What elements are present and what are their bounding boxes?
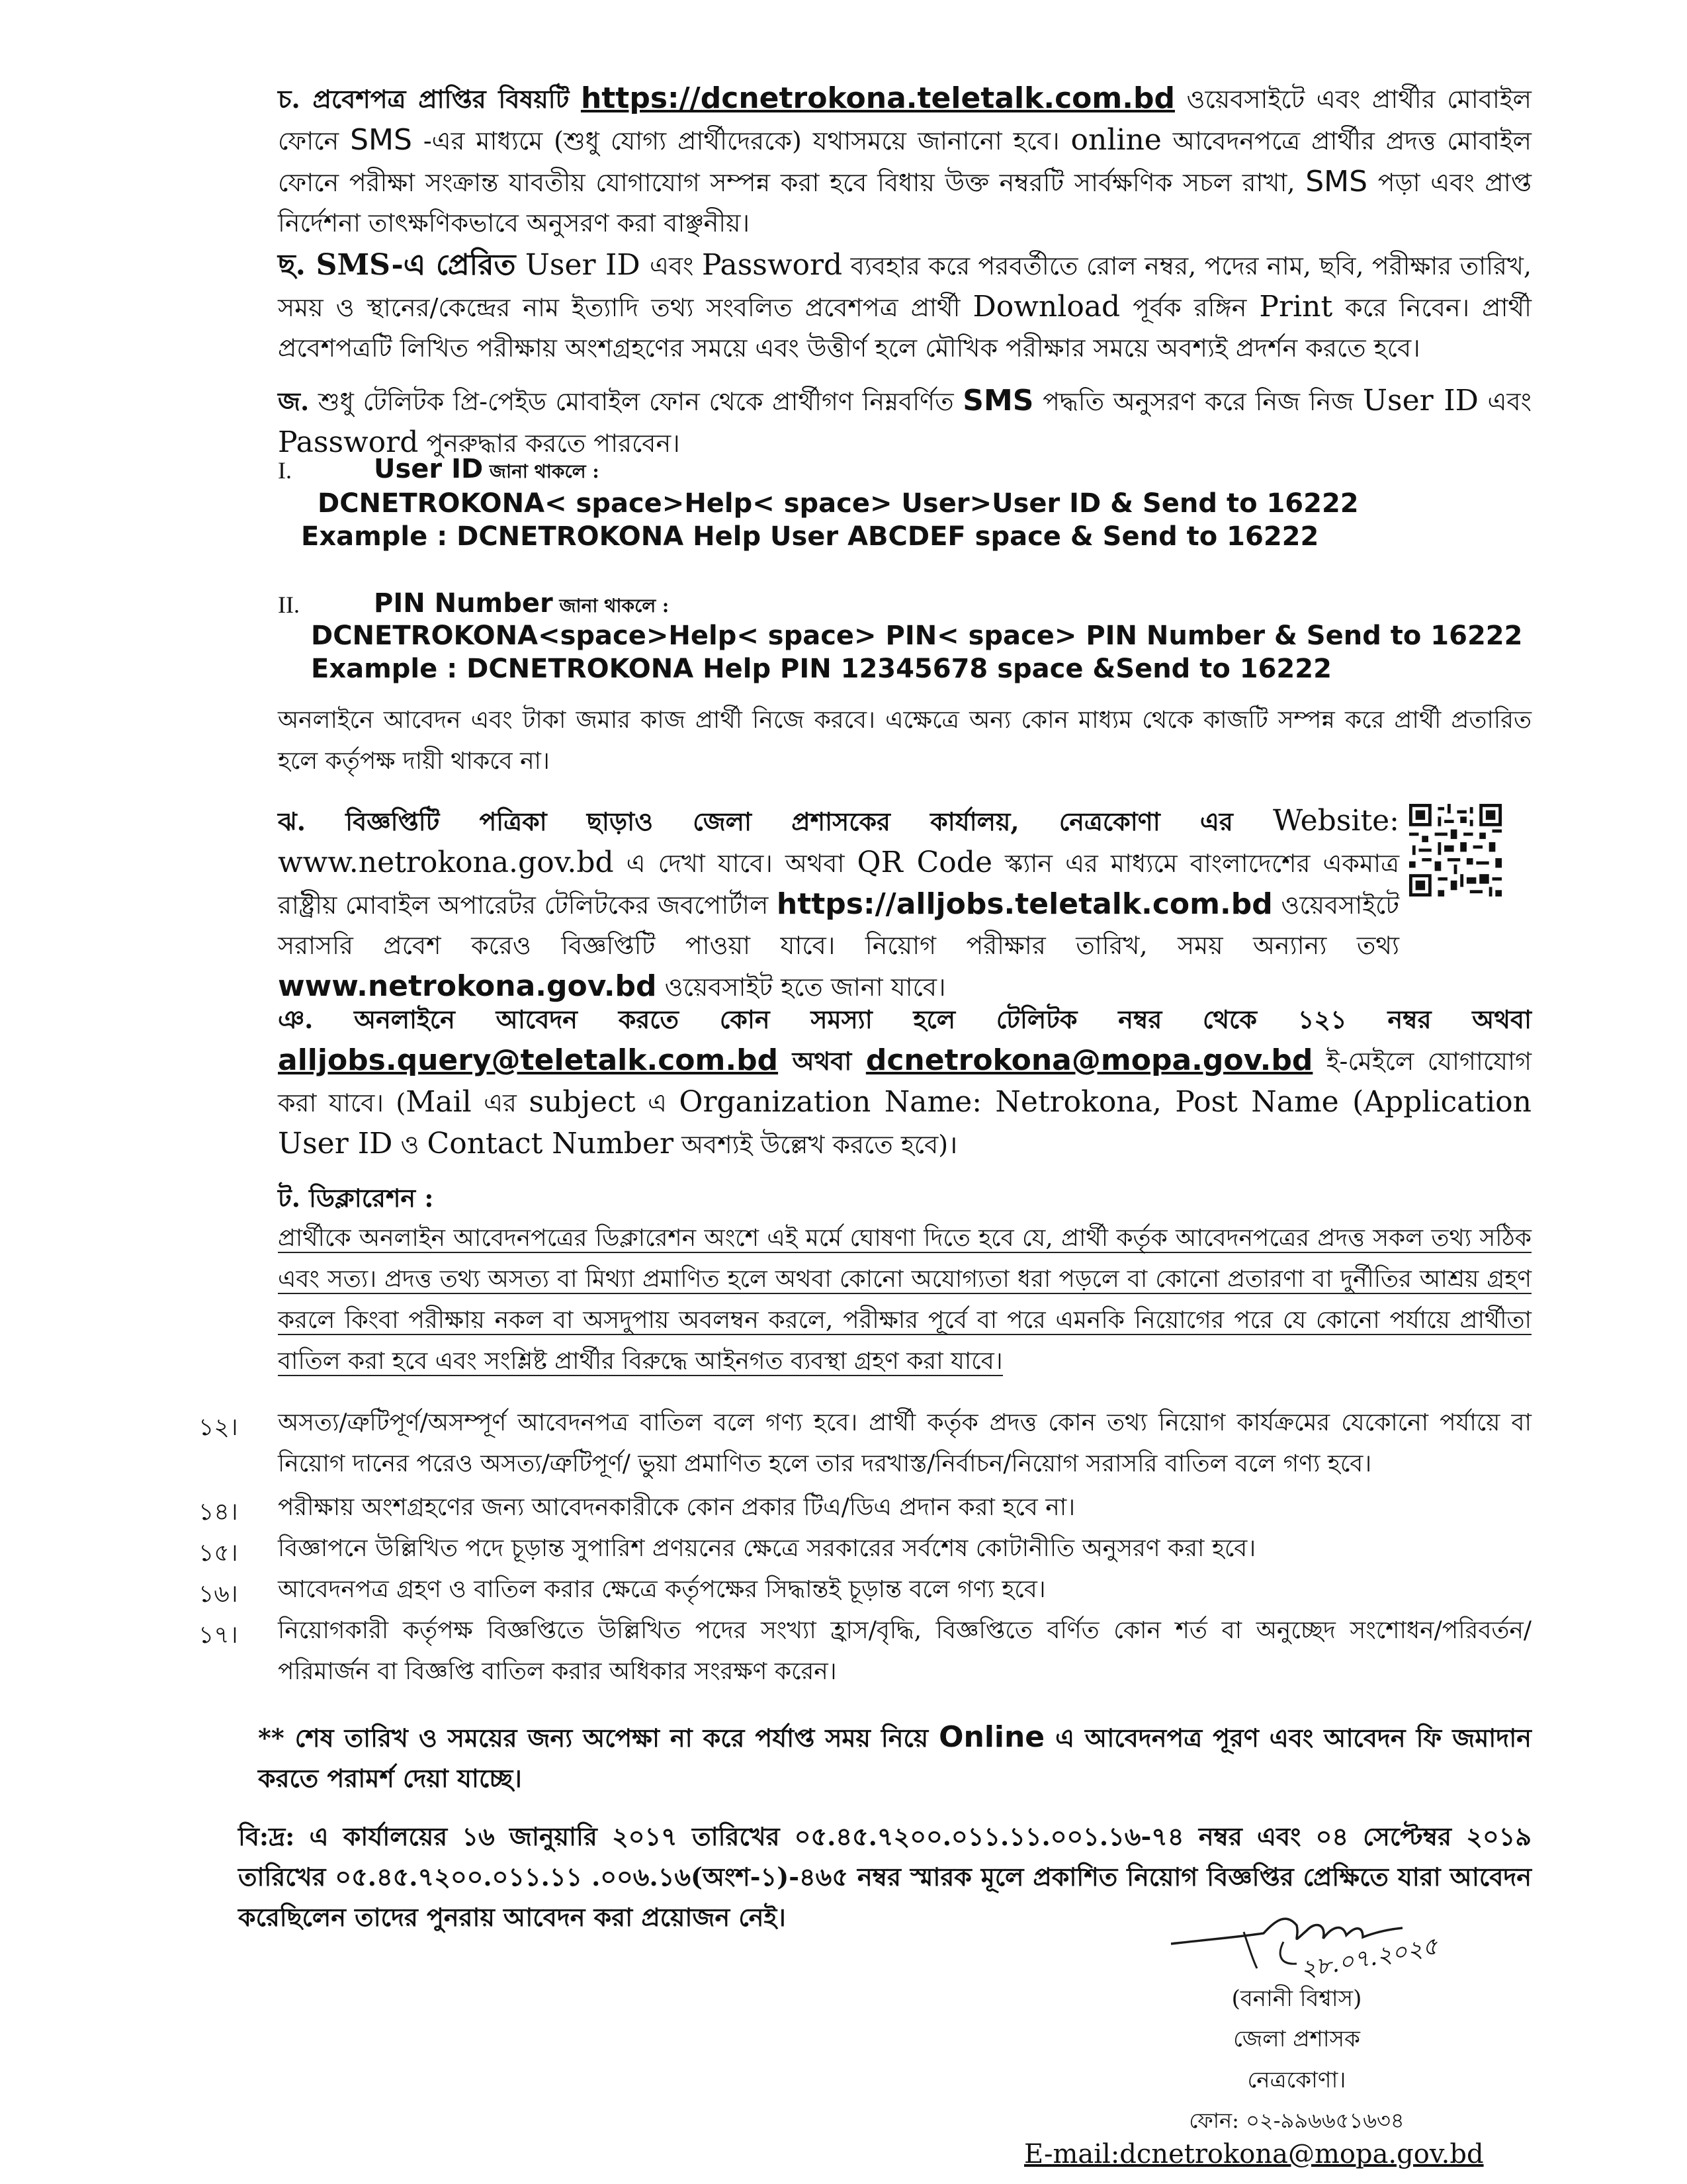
list-item-number: ১৭। [198, 1622, 238, 1649]
cha-text: পড়া এবং প্রাপ্ত নির্দেশনা তাৎক্ষণিকভাবে অনুসরণ করা বাঞ্ছনীয়। [278, 168, 1532, 238]
signatory-designation: জেলা প্রশাসক [1233, 2026, 1360, 2052]
jha-text: ওয়েবসাইট হতে জানা যাবে। [656, 973, 946, 1002]
cha-sms: SMS [350, 123, 412, 157]
nb-text: এ কার্যালয়ের ১৬ জানুয়ারি ২০১৭ তারিখের ০৫.৪৫.৭২০০.০১১.১১.০০১.১৬-৭৪ নম্বর এবং ০৪ সেপ্টেম্বর ২০১৯ তারিখের ০৫.৪৫.৭২০০.০১১.১১ .০০৬.১৬(অংশ-১)-৪৬৫ নম্বর স্মারক মূলে প্রকাশিত নিয়োগ বিজ্ঞপ্তির প্রেক্ষিতে যারা আবেদন করেছিলেন তাদের পুনরায় আবেদন করা প্রয়োজন নেই। [238, 1821, 1532, 1932]
jha-site-link[interactable]: www.netrokona.gov.bd [278, 969, 657, 1003]
list-item-number: ১২। [198, 1414, 238, 1441]
signatory-phone: ফোন: ০২-৯৯৬৬৫১৬৩৪ [1189, 2108, 1405, 2133]
section-chha [278, 245, 1532, 369]
nya-text: এ [635, 1088, 679, 1117]
list-item: আবেদনপত্র গ্রহণ ও বাতিল করার ক্ষেত্রে কর্তৃপক্ষের সিদ্ধান্তই চূড়ান্ত বলে গণ্য হবে। [278, 1576, 1046, 1603]
advice [258, 1717, 1532, 1798]
ja-password: Password [278, 425, 419, 459]
ja-i-heading [278, 454, 599, 484]
section-ja [278, 380, 1532, 464]
chha-label: ছ. SMS-এ প্রেরিত [278, 248, 516, 282]
jha-text: বিজ্ঞপ্তিটি পত্রিকা ছাড়াও জেলা প্রশাসকের কার্যালয়, নেত্রকোণা এর [306, 807, 1273, 836]
section-jha [278, 801, 1399, 1008]
nya-text: ই-মেইলে যোগাযোগ করা যাবে। ( [278, 1047, 1532, 1117]
ja-ii-number: II. [278, 591, 300, 618]
jha-url-link[interactable]: https://alljobs.teletalk.com.bd [776, 887, 1273, 921]
list-item-number: ১৬। [198, 1581, 238, 1608]
chha-userid: User ID [515, 248, 650, 282]
nya-subject: subject [529, 1085, 636, 1119]
ja-i-number: I. [278, 457, 292, 484]
ta-label: ট. ডিক্লারেশন : [278, 1183, 434, 1213]
ja-note [278, 700, 1532, 782]
ja-i-title: User ID [374, 454, 484, 484]
chha-text: এবং [649, 251, 702, 281]
cha-online: online [1070, 123, 1162, 157]
advice-text: এ আবেদনপত্র পূরণ এবং আবেদন ফি জমাদান করতে পরামর্শ দেয়া যাচ্ছে। [258, 1723, 1532, 1793]
list-item: পরীক্ষায় অংশগ্রহণের জন্য আবেদনকারীকে কোন প্রকার টিএ/ডিএ প্রদান করা হবে না। [278, 1494, 1076, 1521]
ja-i-title-suffix: জানা থাকলে : [483, 460, 599, 482]
nya-email-link[interactable]: alljobs.query@teletalk.com.bd [278, 1043, 779, 1077]
nya-text: অথবা [778, 1046, 866, 1076]
cha-url-link[interactable]: https://dcnetrokona.teletalk.com.bd [580, 81, 1175, 115]
signature-date: ২৮.০৭.২০২৫ [1298, 1933, 1440, 1984]
ja-text: পদ্ধতি অনুসরণ করে নিজ নিজ [1033, 387, 1363, 416]
jha-website-label: Website: [1272, 804, 1399, 838]
signatory-place: নেত্রকোণা। [1247, 2067, 1346, 2093]
nya-contact: Contact Number [427, 1127, 674, 1160]
jha-text: স্ক্যান এর মাধ্যমে বাংলাদেশের একমাত্র রাষ্ট্রীয় মোবাইল অপারেটর টেলিটকের জবপোর্টাল [278, 849, 1400, 920]
cha-text: -এর মাধ্যমে (শুধু যোগ্য প্রার্থীদেরকে) যথাসময়ে জানানো হবে। [411, 126, 1071, 155]
nya-text: অবশ্যই উল্লেখ করতে হবে)। [673, 1130, 958, 1159]
cha-text: আবেদনপত্রে প্রার্থীর প্রদত্ত মোবাইল ফোনে পরীক্ষা সংক্রান্ত যাবতীয় যোগাযোগ সম্পন্ন করা হবে বিধায় উক্ত নম্বরটি সার্বক্ষণিক সচল রাখা, [278, 126, 1532, 197]
jha-text: এ দেখা যাবে। অথবা [613, 849, 857, 878]
jha-qr-label: QR Code [857, 846, 993, 879]
signatory-email-link[interactable]: E-mail:dcnetrokona@mopa.gov.bd [1024, 2139, 1484, 2169]
jha-website-link[interactable]: www.netrokona.gov.bd [278, 846, 614, 879]
chha-text: ব্যবহার করে পরবর্তীতে রোল নম্বর, পদের নাম, ছবি, পরীক্ষার তারিখ, সময় ও স্থানের/কেন্দ্রের নাম ইত্যাদি তথ্য সংবলিত প্রবেশপত্র প্রার্থী [278, 251, 1532, 322]
nya-mail: Mail [406, 1085, 472, 1119]
ja-text: এবং [1478, 387, 1532, 416]
ja-text: পুনরুদ্ধার করতে পারবেন। [418, 429, 680, 458]
section-ta [278, 1178, 1532, 1382]
cha-text: ওয়েবসাইটে এবং প্রার্থীর মোবাইল ফোনে [278, 85, 1532, 155]
signatory-name: (বনানী বিশ্বাস) [1231, 1986, 1362, 2012]
ja-ii-heading [278, 588, 670, 619]
ja-i-command: DCNETROKONA< space>Help< space> User>User ID & Send to 16222 [318, 488, 1359, 519]
list-item: নিয়োগকারী কর্তৃপক্ষ বিজ্ঞপ্তিতে উল্লিখিত পদের সংখ্যা হ্রাস/বৃদ্ধি, বিজ্ঞপ্তিতে বর্ণিত কোন শর্ত বা অনুচ্ছেদ সংশোধন/পরিবর্তন/ পরিমার্জন বা বিজ্ঞপ্তি বাতিল করার অধিকার সংরক্ষণ করেন। [278, 1617, 1532, 1685]
ja-ii-title-suffix: জানা থাকলে : [552, 595, 670, 617]
nya-text: এর [471, 1088, 529, 1117]
ja-ii-title: PIN Number [374, 588, 553, 619]
list-item-number: ১৫। [198, 1540, 238, 1567]
chha-text: পূর্বক রঙ্গিন [1120, 293, 1260, 322]
cha-sms: SMS [1305, 165, 1368, 198]
ja-ii-command: DCNETROKONA<space>Help< space> PIN< space> PIN Number & Send to 16222 [311, 621, 1523, 651]
section-nya [278, 999, 1532, 1165]
nb-label: বি:দ্র: [238, 1821, 295, 1851]
nya-email-link[interactable]: dcnetrokona@mopa.gov.bd [865, 1043, 1313, 1077]
jha-label: ঝ. [278, 807, 306, 836]
jha-text: ওয়েবসাইটে সরাসরি প্রবেশ করেও বিজ্ঞপ্তিটি পাওয়া যাবে। নিয়োগ পরীক্ষার তারিখ, সময় অন্যান্য তথ্য [278, 891, 1399, 960]
list-item-number: ১৪। [198, 1499, 238, 1526]
ja-ii-example: Example : DCNETROKONA Help PIN 12345678 space &Send to 16222 [311, 654, 1332, 684]
qr-code-icon [1409, 804, 1502, 896]
list-item: অসত্য/ত্রুটিপূর্ণ/অসম্পূর্ণ আবেদনপত্র বাতিল বলে গণ্য হবে। প্রার্থী কর্তৃক প্রদত্ত কোন তথ্য নিয়োগ কার্যক্রমের যেকোনো পর্যায়ে বা নিয়োগ দানের পরেও অসত্য/ত্রুটিপূর্ণ/ ভুয়া প্রমাণিত হলে তার দরখাস্ত/নির্বাচন/নিয়োগ সরাসরি বাতিল বলে গণ্য হবে। [278, 1409, 1532, 1477]
ja-i-example: Example : DCNETROKONA Help User ABCDEF space & Send to 16222 [301, 521, 1319, 552]
chha-password: Password [701, 248, 843, 282]
ja-sms: SMS [963, 384, 1034, 417]
nya-text: ও [392, 1130, 427, 1159]
advice-text: ** শেষ তারিখ ও সময়ের জন্য অপেক্ষা না করে পর্যাপ্ত সময় নিয়ে [258, 1723, 939, 1753]
section-cha [278, 78, 1532, 243]
ja-note-text: অনলাইনে আবেদন এবং টাকা জমার কাজ প্রার্থী নিজে করবে। এক্ষেত্রে অন্য কোন মাধ্যম থেকে কাজটি সম্পন্ন করে প্রার্থী প্রতারিত হলে কর্তৃপক্ষ দায়ী থাকবে না। [278, 707, 1532, 775]
ja-label: জ. [278, 386, 310, 416]
list-item: বিজ্ঞাপনে উল্লিখিত পদে চূড়ান্ত সুপারিশ প্রণয়নের ক্ষেত্রে সরকারের সর্বশেষ কোটানীতি অনুসরণ করা হবে। [278, 1535, 1256, 1562]
cha-label: চ. প্রবেশপত্র প্রাপ্তির বিষয়টি [278, 84, 570, 114]
declaration-text: প্রার্থীকে অনলাইন আবেদনপত্রের ডিক্লারেশন অংশে এই মর্মে ঘোষণা দিতে হবে যে, প্রার্থী কর্তৃক আবেদনপত্রের প্রদত্ত সকল তথ্য সঠিক এবং সত্য। প্রদত্ত তথ্য অসত্য বা মিথ্যা প্রমাণিত হলে অথবা কোনো অযোগ্যতা ধরা পড়লে বা কোনো প্রতারণা বা দুর্নীতির আশ্রয় গ্রহণ করলে কিংবা পরীক্ষায় নকল বা অসদুপায় অবলম্বন করলে, পরীক্ষার পূর্বে বা পরে এমনকি নিয়োগের পরে যে কোনো পর্যায়ে প্রার্থীতা বাতিল করা হবে এবং সংশ্লিষ্ট প্রার্থীর বিরুদ্ধে আইনগত ব্যবস্থা গ্রহণ করা যাবে। [278, 1225, 1532, 1375]
ja-text: শুধু টেলিটক প্রি-পেইড মোবাইল ফোন থেকে প্রার্থীগণ নিম্নবর্ণিত [309, 387, 963, 416]
chha-print: Print [1259, 290, 1333, 324]
nya-org: Organization Name: Netrokona, Post Name (Application User ID [278, 1085, 1532, 1160]
chha-download: Download [973, 290, 1121, 324]
ja-userid: User ID [1362, 384, 1479, 417]
nya-label: ঞ. অনলাইনে আবেদন করতে কোন সমস্যা হলে টেলিটক নম্বর থেকে ১২১ নম্বর অথবা [278, 1004, 1532, 1034]
advice-online: Online [939, 1720, 1045, 1754]
chha-text: করে নিবেন। প্রার্থী প্রবেশপত্রটি লিখিত পরীক্ষায় অংশগ্রহণের সময়ে এবং উত্তীর্ণ হলে মৌখিক পরীক্ষার সময়ে অবশ্যই প্রদর্শন করতে হবে। [278, 293, 1532, 363]
